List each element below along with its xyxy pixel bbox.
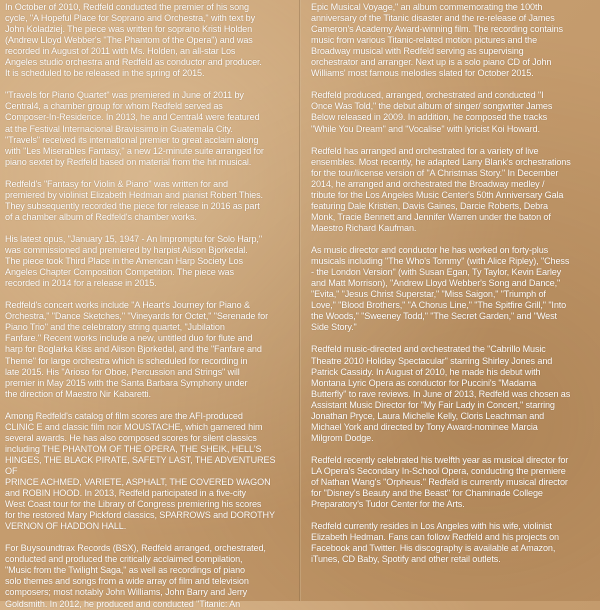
- column-divider: [299, 0, 301, 601]
- paragraph-a-hopeful-place: In October of 2010, Redfeld conducted the premier of his song cycle, "A Hopeful Place for Soprano and Orchestra," with text by John Koladziej. The piece was written for soprano Kristi Holden (Andrew Lloyd Webber's "The Phantom of the Opera") and was recorded in August of 2011 with Ms. Holden, an all-star Los Angeles studio orchestra and Redfeld as conductor and producer. It is scheduled to be released in the spring of 2015.: [5, 2, 262, 79]
- paragraph-titanic-album: Epic Musical Voyage," an album commemorating the 100th anniversary of the Titanic disaster and the re-release of James Cameron's Academy Award-winning film. The recording contains music from various Titanic-related motion pictures and the Broadway musical with Redfeld serving as supervising orchestrator and arranger. Next up is a solo piano CD of John Williams' most famous melodies slated for October 2015.: [311, 2, 563, 79]
- paragraph-impromptu-solo-harp: His latest opus, "January 15, 1947 - An Impromptu for Solo Harp," was commissioned and premiered by harpist Alison Bjorkedal. The piece took Third Place in the American Harp Society Los Angeles Chapter Composition Competition. The piece was recorded in 2014 for a release in 2015.: [5, 233, 262, 289]
- paragraph-buysoundtrax: For Buysoundtrax Records (BSX), Redfeld arranged, orchestrated, conducted and produced the critically acclaimed compilation, "Music from the Twilight Saga," as well as recordings of piano solo themes and songs from a wide array of film and television composers; most notably John Williams, John Barry and Jerry Goldsmith. In 2012, he produced and conducted "Titanic: An: [5, 543, 266, 609]
- paragraph-cabrillo-opera: Redfeld music-directed and orchestrated the "Cabrillo Music Theatre 2010 Holiday Spectacular" starring Shirley Jones and Patrick Cassidy. In August of 2010, he made his debut with Montana Lyric Opera as conductor for Puccini's "Madama Butterfly" to rave reviews. In June of 2013, Redfeld was chosen as Assistant Music Director for "My Fair Lady in Concert," starring Jonathan Pryce, Laura Michelle Kelly, Cloris Leachman and Michael York and directed by Tony Award-nominee Marcia Milgrom Dodge.: [311, 344, 571, 443]
- paragraph-film-scores: Among Redfeld's catalog of film scores are the AFI-produced CLINIC E and classic film noir MOUSTACHE, which garnered him several awards. He has also composed scores for silent classics including THE PHANTOM OF THE OPERA, THE SHEIK, HELL'S HINGES, THE BLACK PIRATE, SAFETY LAST, THE ADVENTURES OF PRINCE ACHMED, VARIETE, ASPHALT, THE COVERED WAGON and ROBIN HOOD. In 2013, Redfeld participated in a five-city West Coast tour for the Library of Congress premiering his scores for the restored Mary Pickford classics, SPARROWS and DOROTHY VERNON OF HADDON HALL.: [5, 410, 276, 532]
- paragraph-concert-works: Redfeld's concert works include "A Heart's Journey for Piano & Orchestra," "Dance Sketches," "Vineyards for Octet," "Serenade for Piano Trio" and the celebratory string quartet, "Jubilation Fanfare." Recent works include a new, untitled duo for flute and harp for Boglarka Kiss and Alison Bjorkedal, and the "Fanfare and Theme" for large orchestra which is scheduled for recording in late 2015. His "Arioso for Oboe, Percussion and Strings" will premier in May 2015 with the Santa Barbara Symphony under the direction of Maestro Nir Kabaretti.: [5, 300, 268, 399]
- paragraph-la-opera: Redfeld recently celebrated his twelfth year as musical director for LA Opera's Secondary In-School Opera, conducting the premiere of Nathan Wang's "Orpheus." Redfeld is currently musical director for "Disney's Beauty and the Beast" for Chaminade College Preparatory's Tudor Center for the Arts.: [311, 454, 569, 510]
- left-column: [5, 2, 287, 610]
- paragraph-i-once-was-told: Redfeld produced, arranged, orchestrated and conducted "I Once Was Told," the debut album of singer/ songwriter James Below released in 2009. In addition, he composed the tracks "While You Dream" and "Vocalise" with lyricist Koi Howard.: [311, 90, 553, 134]
- paragraph-musicals: As music director and conductor he has worked on forty-plus musicals including "The Who's Tommy" (with Alice Ripley), "Chess - the London Version" (with Susan Egan, Ty Taylor, Kevin Earley and Matt Morrison), "Andrew Lloyd Webber's Song and Dance," "Evita," "Jesus Christ Superstar," "Miss Saigon," "Triumph of Love," "Blood Brothers," "A Chorus Line," "The Spitfire Grill," "Into the Woods," "Sweeney Todd," "The Secret Garden," and "West Side Story.": [311, 245, 570, 333]
- paragraph-fantasy-violin-piano: Redfeld's "Fantasy for Violin & Piano" was written for and premiered by violinist Elizabeth Hedman and pianist Robert Thies. They subsequently recorded the piece for release in 2016 as part of a chamber album of Redfeld's chamber works.: [5, 178, 263, 222]
- paragraph-travels-piano-quartet: "Travels for Piano Quartet" was premiered in June of 2011 by Central4, a chamber group for whom Redfeld served as Composer-In-Residence. In 2013, he and Central4 were featured at the Festival Internacional Bravissimo in Guatemala City. "Travels" received its international premier to great acclaim along with "Les Miserables Fantasy," a new 12-minute suite arranged for piano sextet by Redfeld based on material from the hit musical.: [5, 90, 264, 167]
- paragraph-live-ensembles: Redfeld has arranged and orchestrated for a variety of live ensembles. Most recently, he adapted Larry Blank's orchestrations for the tour/license version of "A Christmas Story." In December 2014, he arranged and orchestrated the Broadway medley / tribute for the Los Angeles Music Center's 50th Anniversary Gala featuring Dale Kristien, Davis Gaines, Darcie Roberts, Debra Monk, Tracie Bennett and Jennifer Warren under the baton of Maestro Richard Kaufman.: [311, 145, 571, 233]
- right-column: [311, 2, 593, 565]
- paragraph-los-angeles: Redfeld currently resides in Los Angeles with his wife, violinist Elizabeth Hedman. Fans can follow Redfeld and his projects on Facebook and Twitter. His discography is available at Amazon, iTunes, CD Baby, Spotify and other retail outlets.: [311, 521, 559, 565]
